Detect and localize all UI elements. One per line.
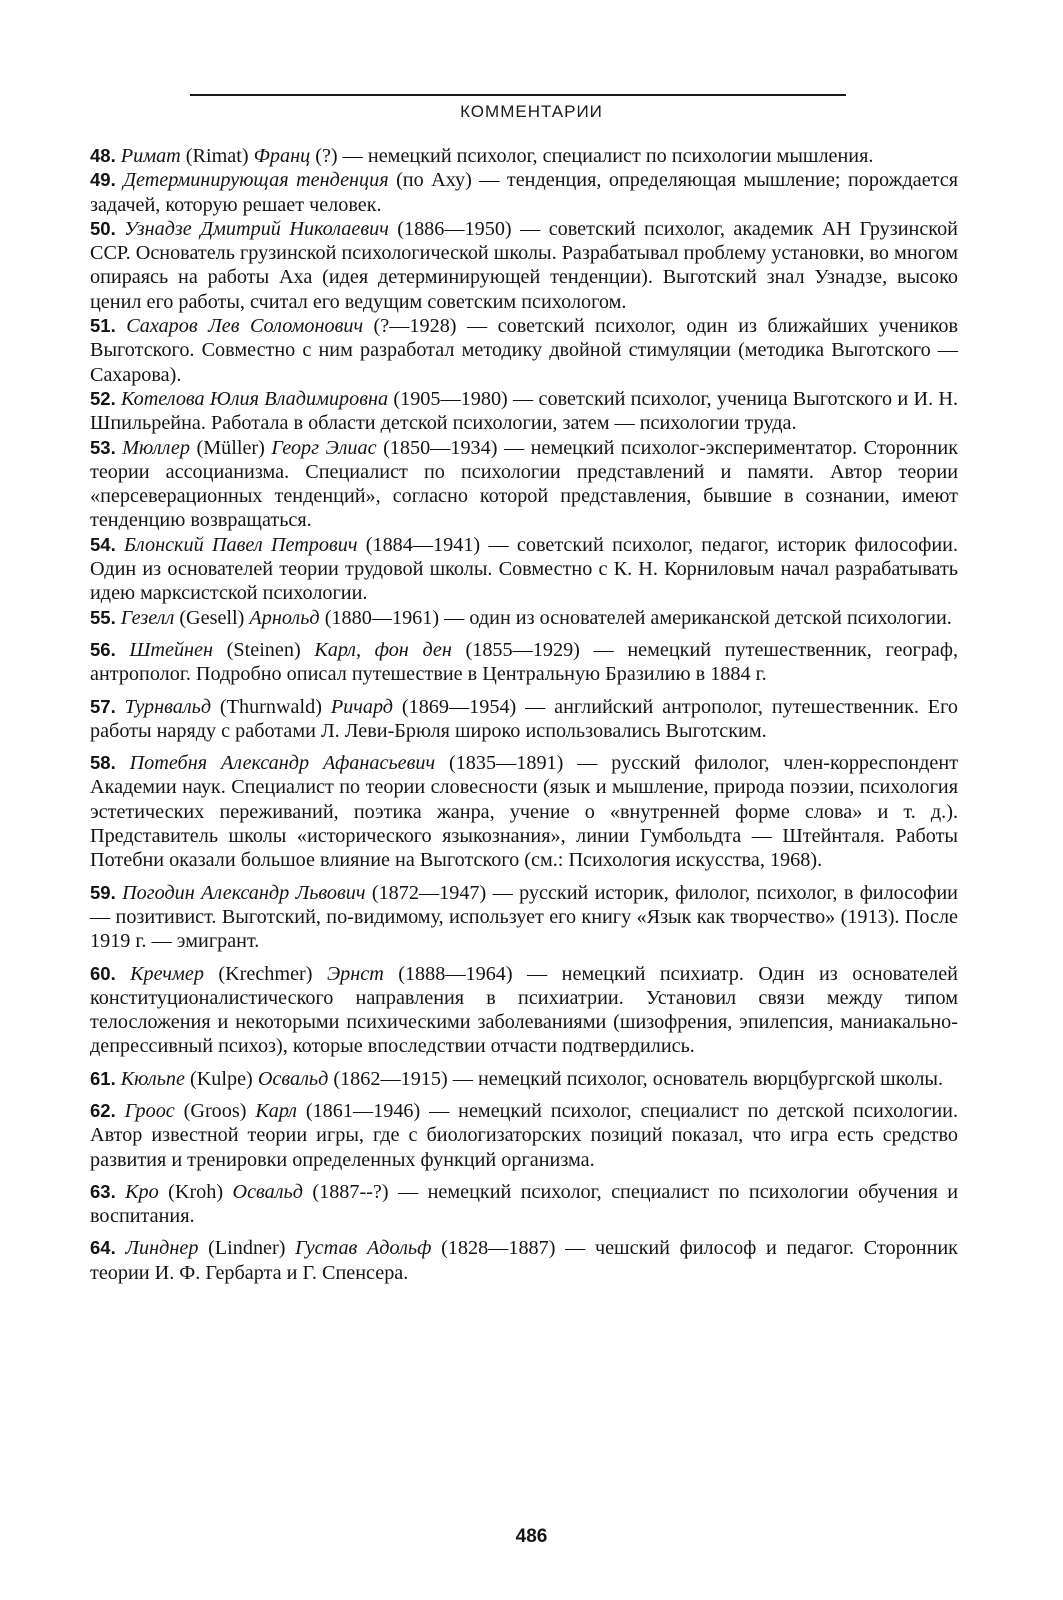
given-name: Освальд xyxy=(257,1067,329,1090)
person-name: Кро xyxy=(125,1180,159,1203)
entry-text: (1884—1941) — советский психолог, педагог, историк философии. Один из основателей теории трудовой школы. Совместно с К. Н. Корниловым начал разрабатывать идею марксистской психологии. xyxy=(90,533,958,605)
entry-text: (1872—1947) — русский историк, филолог, психолог, в философии — позитивист. Выготский, по-видимому, использует его книгу «Язык как творчество» (1913). После 1919 г. — эмигрант. xyxy=(90,881,958,953)
given-name: Георг Элиас xyxy=(271,436,377,459)
original-name: (Groos) xyxy=(174,1099,256,1122)
original-name: (Rimat) xyxy=(180,145,254,167)
page-number: 486 xyxy=(515,1526,548,1547)
entry-number: 59. xyxy=(90,881,116,903)
person-name: Гезелл xyxy=(120,606,175,629)
given-name: Карл xyxy=(255,1099,297,1122)
commentary-entry xyxy=(90,1236,958,1285)
entry-number: 62. xyxy=(90,1099,116,1121)
person-name: Римат xyxy=(120,145,181,167)
person-name: Кюльпе xyxy=(120,1067,185,1090)
original-name: (Steinen) xyxy=(213,638,315,661)
entry-text: (1869—1954) — английский антрополог, путешественник. Его работы наряду с работами Л. Леви-Брюля широко использовались Выготским. xyxy=(90,695,959,742)
given-name: Густав Адольф xyxy=(295,1237,432,1260)
person-name: Сахаров Лев Соломонович xyxy=(126,315,364,338)
person-name: Мюллер xyxy=(122,436,190,459)
entry-text: (1828—1887) — чешский философ и педагог. Сторонник теории И. Ф. Гербарта и Г. Спенсера. xyxy=(90,1237,958,1284)
person-name: Узнадзе Дмитрий Николаевич xyxy=(124,217,389,240)
commentary-entry xyxy=(90,436,958,533)
entry-number: 52. xyxy=(90,387,116,409)
commentary-entry xyxy=(90,533,958,606)
entry-number: 56. xyxy=(90,638,116,660)
entry-text: (1888—1964) — немецкий психиатр. Один из основателей конституционалистического направления в психиатрии. Установил связи между типом телосложения и некоторыми психическими заболеваниями (шизофрения, эпилепсия, маниакально-депрессивный психоз), которые впоследствии отчасти подтвердились. xyxy=(90,962,958,1058)
person-name: Линднер xyxy=(125,1237,199,1260)
person-name: Штейнен xyxy=(129,638,214,661)
given-name: Франц xyxy=(253,145,311,167)
entry-text: (1861—1946) — немецкий психолог, специалист по детской психологии. Автор известной теории игры, где с биологизаторских позиций показал, что игра есть средство развития и тренировки определенных функций организма. xyxy=(90,1099,958,1171)
given-name: Арнольд xyxy=(249,606,320,629)
entry-number: 54. xyxy=(90,533,116,555)
entry-number: 60. xyxy=(90,962,116,984)
running-header: КОММЕНТАРИИ xyxy=(460,102,603,121)
commentary-entry xyxy=(90,144,958,168)
commentary-list xyxy=(90,144,958,1285)
person-name: Погодин Александр Львович xyxy=(122,881,366,904)
entry-number: 48. xyxy=(90,145,116,166)
original-name: (Thurnwald) xyxy=(211,695,331,718)
given-name: Освальд xyxy=(232,1180,303,1203)
given-name: Карл, фон ден xyxy=(314,638,452,661)
person-name: Потебня Александр Афанасьевич xyxy=(129,752,436,775)
entry-number: 57. xyxy=(90,695,116,717)
original-name: (Müller) xyxy=(189,436,272,459)
given-name: Эрнст xyxy=(326,962,384,985)
entry-number: 53. xyxy=(90,436,116,458)
commentary-entry xyxy=(90,217,958,314)
entry-number: 58. xyxy=(90,752,116,774)
original-name: (Lindner) xyxy=(198,1237,296,1260)
commentary-entry xyxy=(90,638,958,687)
commentary-entry xyxy=(90,962,958,1059)
person-name: Блонский Павел Петрович xyxy=(124,533,358,556)
commentary-entry xyxy=(90,751,958,872)
commentary-entry xyxy=(90,1067,958,1091)
entry-text: (1850—1934) — немецкий психолог-экспериментатор. Сторонник теории ассоцианизма. Специалист по психологии представлений и памяти. Автор теории «персеверационных тенденций», согласно которой представления, бывшие в сознании, имеют тенденцию возвращаться. xyxy=(90,436,958,532)
entry-text: (1880—1961) — один из основателей американской детской психологии. xyxy=(319,606,952,629)
commentary-entry xyxy=(90,695,958,744)
original-name: (Kulpe) xyxy=(184,1067,258,1090)
entry-number: 55. xyxy=(90,606,116,628)
entry-text: (?) — немецкий психолог, специалист по психологии мышления. xyxy=(310,145,874,167)
entry-number: 61. xyxy=(90,1067,116,1089)
original-name: (Krechmer) xyxy=(203,962,327,985)
entry-text: (1855—1929) — немецкий путешественник, географ, антрополог. Подробно описал путешествие в Центральную Бразилию в 1884 г. xyxy=(90,638,958,686)
original-name: (Gesell) xyxy=(174,606,250,629)
entry-text: (1905—1980) — советский психолог, ученица Выготского и И. Н. Шпильрейна. Работала в области детской психологии, затем — психологии труда. xyxy=(90,387,959,435)
person-name: Гроос xyxy=(124,1099,175,1122)
commentary-entry xyxy=(90,1180,958,1229)
entry-text: (1862—1915) — немецкий психолог, основатель вюрцбургской школы. xyxy=(328,1067,944,1090)
person-name: Турнвальд xyxy=(124,695,212,718)
person-name: Кречмер xyxy=(130,962,204,985)
given-name: Ричард xyxy=(330,695,394,718)
header-rule xyxy=(190,94,846,96)
commentary-entry xyxy=(90,1099,958,1172)
original-name: (Kroh) xyxy=(158,1180,233,1203)
entry-number: 50. xyxy=(90,217,116,239)
entry-text: (?—1928) — советский психолог, один из ближайших учеников Выготского. Совместно с ним разработал методику двойной стимуляции (методика Выготского — Сахарова). xyxy=(90,315,958,386)
commentary-entry xyxy=(90,881,958,954)
commentary-entry xyxy=(90,314,958,387)
entry-number: 64. xyxy=(90,1237,116,1259)
entry-text: (1886—1950) — советский психолог, академик АН Грузинской ССР. Основатель грузинской психологической школы. Разрабатывал проблему установки, во многом опираясь на работы Аха (идея детерминирующей тенденции). Выготский знал Узнадзе, высоко ценил его работы, считал его ведущим советским психологом. xyxy=(90,217,958,313)
commentary-entry xyxy=(90,168,958,217)
entry-number: 51. xyxy=(90,315,116,337)
entry-text: (по Аху) — тенденция, определяющая мышление; порождается задачей, которую решает человек. xyxy=(90,169,958,216)
entry-number: 63. xyxy=(90,1180,116,1202)
person-name: Котелова Юлия Владимировна xyxy=(121,387,389,410)
entry-number: 49. xyxy=(90,169,116,191)
entry-text: (1887--?) — немецкий психолог, специалист по психологии обучения и воспитания. xyxy=(90,1180,959,1228)
entry-text: (1835—1891) — русский филолог, член-корреспондент Академии наук. Специалист по теории словесности (язык и мышление, природа поэзии, психология эстетических переживаний, поэтика жанра, учение о «внутренней форме слова» и т. д.). Представитель школы «исторического языкознания», линии Гумбольдта — Штейнталя. Работы Потебни оказали большое влияние на Выготского (см.: Психология искусства, 1968). xyxy=(90,752,959,872)
person-name: Детерминирующая тенденция xyxy=(123,169,389,192)
commentary-entry xyxy=(90,387,958,436)
commentary-entry xyxy=(90,606,958,630)
